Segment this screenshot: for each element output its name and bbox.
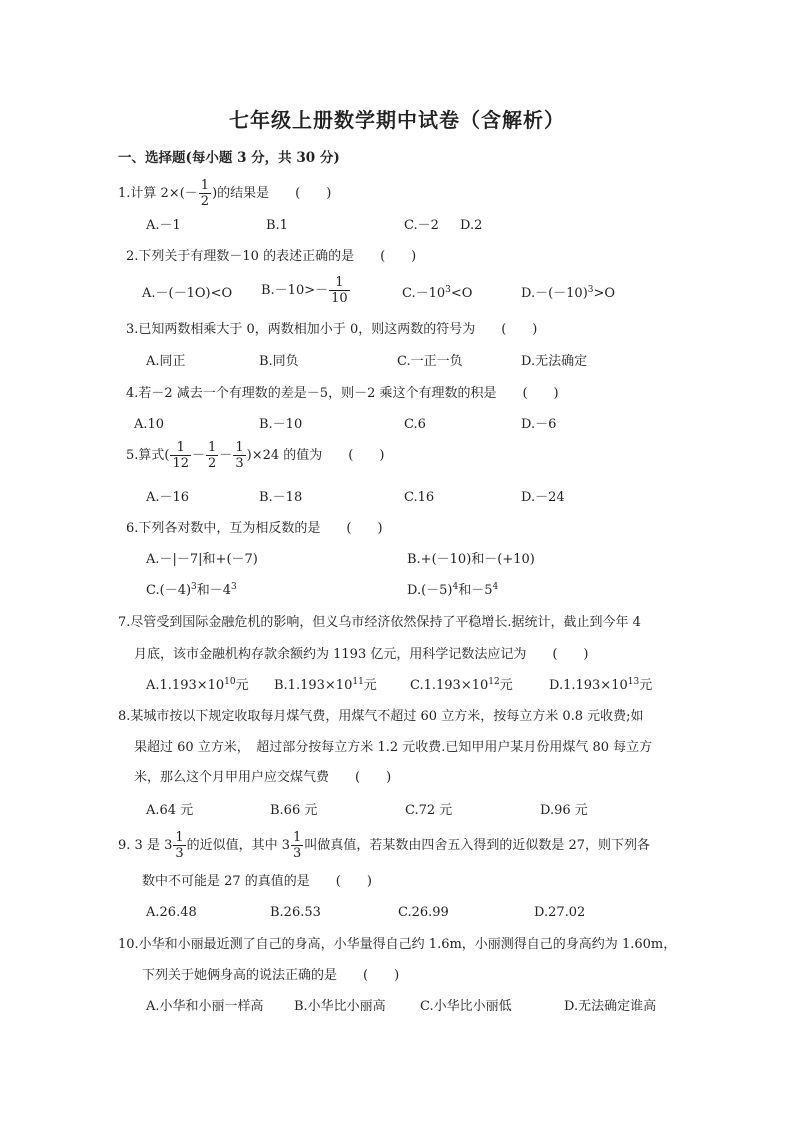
question-7-option-d: $D.1.193\times 10^{13}$元 (549, 677, 653, 693)
question-10-line-1: 10.小华和小丽最近测了自己的身高，小华量得自己约 1.6m，小丽测得自己的身高约为 1.60m， (118, 937, 677, 952)
fraction: $\frac{1}{10}$ (331, 275, 348, 306)
question-1-option-d: D.2 (460, 218, 483, 233)
fraction: $\frac{1}{12}$ (172, 440, 190, 471)
question-8-option-b: B.66 元 (270, 803, 318, 818)
fraction: $\frac{1}{2}$ (208, 440, 217, 471)
question-3-option-d: D.无法确定 (521, 354, 588, 369)
question-8-option-c: C.72 元 (405, 803, 453, 818)
fraction: $\frac{1}{3}$ (293, 830, 302, 861)
question-8-line-1: 8.某城市按以下规定收取每月煤气费，用煤气不超过 60 立方米，按每立方米 0.8 元收费;如 (118, 709, 644, 724)
question-7-line-2: 月底，该市金融机构存款余额约为 1193 亿元，用科学记数法应记为 ( ) (134, 647, 589, 662)
question-1-option-b: B.1 (266, 218, 288, 233)
question-10-option-a: A.小华和小丽一样高 (146, 999, 264, 1014)
question-3-stem: 3.已知两数相乘大于 0，两数相加小于 0，则这两数的符号为 ( ) (126, 322, 538, 337)
question-8-option-d: D.96 元 (540, 803, 588, 818)
question-9-option-c: C.26.99 (398, 905, 449, 920)
question-9-option-d: D.27.02 (534, 905, 586, 920)
question-4-stem: 4.若－2 减去一个有理数的差是－5，则－2 乘这个有理数的积是 ( ) (126, 386, 559, 401)
question-3-option-c: C.一正一负 (397, 354, 463, 369)
question-5-stem: 5.算式( $\frac{1}{12}$ － $\frac{1}{2}$ － $\frac{1}{3}$ )×24 的值为 ( ) (126, 440, 385, 471)
question-7-line-1: 7.尽管受到国际金融危机的影响，但义乌市经济依然保持了平稳增长.据统计，截止到今年 4 (118, 615, 641, 630)
question-10-option-c: C.小华比小丽低 (420, 999, 512, 1014)
question-1-option-a: A.－1 (146, 218, 181, 233)
question-9-line-2: 数中不可能是 27 的真值的是 ( ) (142, 874, 372, 889)
question-8-option-a: A.64 元 (146, 803, 194, 818)
question-7-option-c: $C.1.193\times 10^{12}$元 (410, 677, 513, 693)
question-2-option-c: $C.-10^3<O$ (402, 285, 473, 301)
fraction: $\frac{1}{3}$ (175, 830, 184, 861)
question-5-option-b: B.－18 (259, 490, 303, 505)
question-6-option-c: $C.(-4)^3$和$-4^3$ (146, 582, 237, 598)
question-1-option-c: C.－2 (404, 218, 439, 233)
question-10-line-2: 下列关于她俩身高的说法正确的是 ( ) (142, 968, 400, 983)
question-4-option-a: A.10 (134, 417, 165, 432)
question-9-option-a: A.26.48 (146, 905, 197, 920)
question-10-option-b: B.小华比小丽高 (294, 999, 386, 1014)
question-1-stem: 1.计算 2×(－ $\frac{1}{2}$ )的结果是 ( ) (118, 178, 332, 209)
question-4-option-c: C.6 (404, 417, 426, 432)
question-7-option-b: $B.1.193\times 10^{11}$元 (274, 677, 377, 693)
question-9-option-b: B.26.53 (270, 905, 321, 920)
question-7-option-a: $A.1.193\times 10^{10}$元 (146, 677, 249, 693)
question-3-option-a: A.同正 (146, 354, 186, 369)
question-8-line-3: 米，那么这个月甲用户应交煤气费 ( ) (134, 770, 392, 785)
question-2-option-a: A.－(－1O)<O (142, 286, 233, 301)
question-5-option-a: A.－16 (146, 490, 190, 505)
question-4-option-d: D.－6 (521, 417, 557, 432)
question-3-option-b: B.同负 (259, 354, 299, 369)
question-5-option-d: D.－24 (521, 490, 565, 505)
question-6-option-b: B.+(－10)和－(+10) (407, 552, 535, 567)
question-6-stem: 6.下列各对数中，互为相反数的是 ( ) (126, 521, 383, 536)
section-heading: 一、选择题(每小题 3 分，共 30 分) (118, 150, 340, 166)
question-9-line-1: 9. 3 是 3 $\frac{1}{3}$ 的近似值，其中 3 $\frac{1}{3}$ 叫做真值，若某数由四舍五入得到的近似数是 27，则下列各 (118, 830, 650, 861)
page-title: 七年级上册数学期中试卷（含解析） (229, 108, 565, 132)
question-2-option-b: B.－10>－ $\frac{1}{10}$ (261, 275, 348, 306)
question-2-stem: 2.下列关于有理数－10 的表述正确的是 ( ) (126, 249, 417, 264)
question-6-option-a: A.－|－7|和+(－7) (146, 552, 258, 567)
question-10-option-d: D.无法确定谁高 (564, 999, 657, 1014)
question-6-option-d: $D.(-5)^4$和$-5^4$ (407, 582, 499, 598)
fraction: $\frac{1}{3}$ (235, 440, 244, 471)
question-2-option-d: $D.-(-10)^3>O$ (521, 285, 616, 301)
question-5-option-c: C.16 (404, 490, 435, 505)
fraction: $\frac{1}{2}$ (200, 178, 210, 209)
question-8-line-2: 果超过 60 立方米， 超过部分按每立方米 1.2 元收费.已知甲用户某月份用煤气 80 每立方 (134, 740, 653, 755)
question-4-option-b: B.－10 (259, 417, 303, 432)
